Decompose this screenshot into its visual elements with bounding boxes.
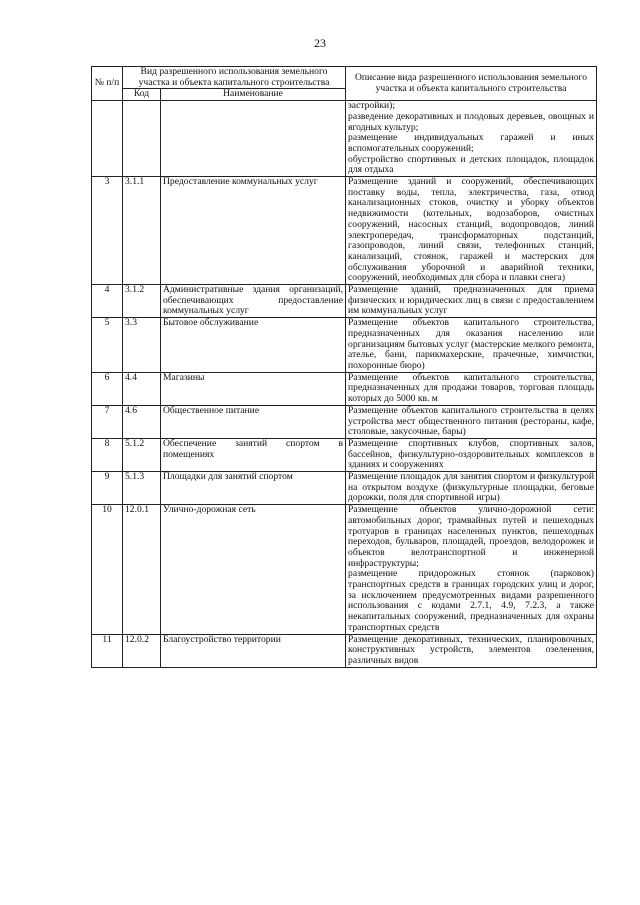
description-line: Размещение зданий, предназначенных для приема физических и юридических лиц в связи с предоставлением им коммунальных услуг: [348, 284, 595, 317]
cell-code: 4.6: [123, 405, 161, 438]
cell-num: 10: [92, 505, 123, 634]
description-line: Размещение зданий и сооружений, обеспечивающих поставку воды, тепла, электричества, газа, отвод канализационных стоков, очистку и уборку объектов недвижимости (котельных, водозаборов, очистных сооружений, насосных станций, водопроводов, линий электропередач, трансформаторных подстанций, газопроводов, линий связи, телефонных станций, канализаций, стоянок, гаражей и мастерских для обслуживания уборочной и аварийной техники, сооружений, необходимых для сбора и плавки снега): [348, 176, 595, 284]
page-number: 23: [314, 36, 326, 50]
cell-name: [161, 101, 346, 177]
cell-num: 5: [92, 318, 123, 373]
cell-num: 4: [92, 285, 123, 318]
cell-num: 3: [92, 177, 123, 285]
table-row: [92, 372, 597, 405]
table-row: [92, 285, 597, 318]
header-description: Описание вида разрешенного использования земельного участка и объекта капитального строительства: [346, 67, 597, 101]
description-line: размещение индивидуальных гаражей и иных вспомогательных сооружений;: [348, 132, 595, 154]
cell-name: Площадки для занятий спортом: [161, 472, 346, 505]
table-row: [92, 505, 597, 634]
table-row: [92, 634, 597, 667]
cell-name: Предоставление коммунальных услуг: [161, 177, 346, 285]
cell-description: [346, 634, 597, 667]
table-row: [92, 318, 597, 373]
header-type-group: Вид разрешенного использования земельного участка и объекта капитального строительства: [123, 67, 346, 89]
cell-code: 5.1.3: [123, 472, 161, 505]
header-name: Наименование: [161, 89, 346, 101]
table-row: [92, 405, 597, 438]
cell-name: Обеспечение занятий спортом в помещениях: [161, 438, 346, 471]
table-row-continuation: [92, 101, 597, 177]
cell-name: Бытовое обслуживание: [161, 318, 346, 373]
cell-description: [346, 177, 597, 285]
cell-code: 4.4: [123, 372, 161, 405]
cell-description: [346, 405, 597, 438]
cell-name: Магазины: [161, 372, 346, 405]
cell-code: 3.3: [123, 318, 161, 373]
cell-num: 6: [92, 372, 123, 405]
cell-description: [346, 372, 597, 405]
cell-code: 3.1.1: [123, 177, 161, 285]
cell-num: 7: [92, 405, 123, 438]
cell-num: 8: [92, 438, 123, 471]
cell-code: 12.0.1: [123, 505, 161, 634]
table-row: [92, 472, 597, 505]
cell-name: Благоустройство территории: [161, 634, 346, 667]
description-line: Размещение объектов капитального строительства, предназначенных для продажи товаров, торговая площадь которых до 5000 кв. м: [348, 371, 595, 405]
description-line: Размещение площадок для занятия спортом и физкультурой на открытом воздухе (физкультурные площадки, беговые дорожки, поля для спортивной игры): [348, 471, 595, 504]
description-line: размещение придорожных стоянок (парковок) транспортных средств в границах городских улиц и дорог, за исключением предусмотренных видами разрешенного использования с кодами 2.7.1, 4.9, 7.2.3, а также некапитальных сооружений, предназначенных для охраны транспортных средств: [348, 568, 595, 633]
description-line: Размещение объектов капитального строительства в целях устройства мест общественного питания (рестораны, кафе, столовые, закусочные, бары): [348, 404, 595, 438]
description-line: разведение декоративных и плодовых деревьев, овощных и ягодных культур;: [348, 110, 595, 133]
cell-code: 5.1.2: [123, 438, 161, 471]
cell-num: 9: [92, 472, 123, 505]
cell-description: [346, 285, 597, 318]
cell-num: [92, 101, 123, 177]
header-code: Код: [123, 89, 161, 101]
table-row: [92, 177, 597, 285]
description-line: застройки);: [348, 100, 396, 112]
cell-name: Общественное питание: [161, 405, 346, 438]
cell-description: [346, 101, 597, 177]
cell-description: [346, 438, 597, 471]
cell-description: [346, 505, 597, 634]
header-num: № п/п: [92, 67, 123, 101]
header-row-1: [92, 67, 597, 89]
description-line: обустройство спортивных и детских площадок, площадок для отдыха: [348, 153, 595, 176]
cell-num: 11: [92, 634, 123, 667]
cell-code: [123, 101, 161, 177]
cell-description: [346, 472, 597, 505]
description-line: Размещение объектов улично-дорожной сети: автомобильных дорог, трамвайных путей и пешеходных тротуаров в границах населенных пунктов, пешеходных переходов, бульваров, площадей, проездов, велодорожек и объектов велотранспортной и инженерной инфраструктуры;: [348, 504, 595, 569]
table-row: [92, 438, 597, 471]
cell-code: 3.1.2: [123, 285, 161, 318]
cell-name: Улично-дорожная сеть: [161, 505, 346, 634]
description-line: Размещение декоративных, технических, планировочных, конструктивных устройств, элементов озеленения, различных видов: [348, 633, 595, 666]
cell-description: [346, 318, 597, 373]
cell-name: Административные здания организаций, обеспечивающих предоставление коммунальных услуг: [161, 285, 346, 318]
cell-code: 12.0.2: [123, 634, 161, 667]
description-line: Размещение спортивных клубов, спортивных залов, бассейнов, физкультурно-оздоровительных комплексов в зданиях и сооружениях: [348, 437, 595, 471]
land-use-table: [91, 66, 597, 668]
description-line: Размещение объектов капитального строительства, предназначенных для оказания населению или организациям бытовых услуг (мастерские мелкого ремонта, ателье, бани, парикмахерские, прачечные, химчистки, похоронные бюро): [348, 317, 595, 371]
